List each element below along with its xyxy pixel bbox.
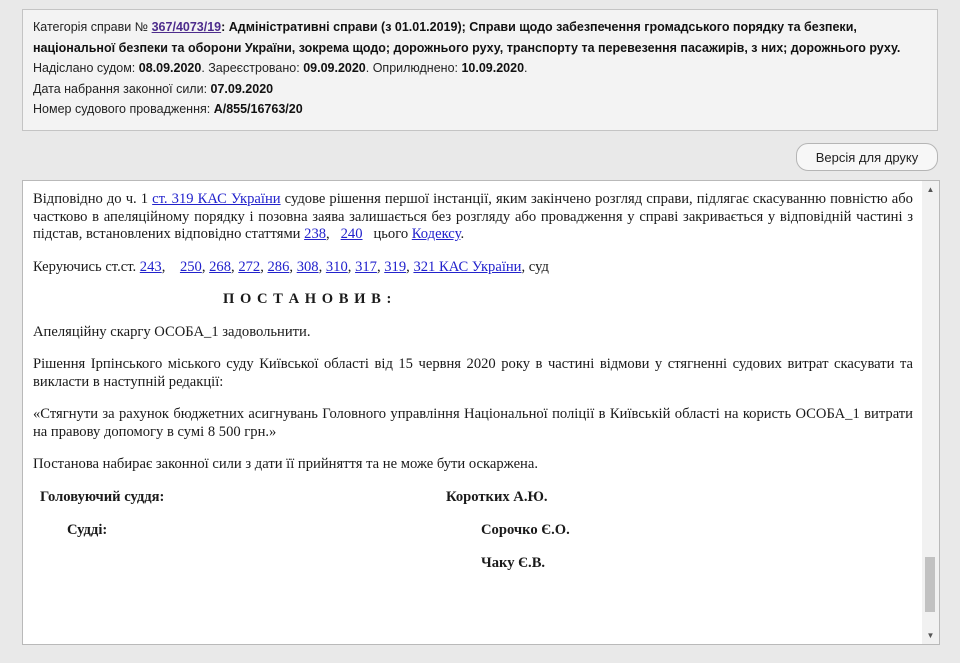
- article-link[interactable]: 268: [209, 258, 232, 275]
- resolved-heading: П О С Т А Н О В И В :: [223, 291, 393, 307]
- effective-date: 07.09.2020: [210, 81, 274, 96]
- paragraph-effect: Постанова набирає законної сили з дати її прийняття та не може бути оскаржена.: [33, 456, 538, 472]
- article-link[interactable]: 317: [355, 258, 377, 275]
- text: , суд: [521, 258, 549, 275]
- vertical-scrollbar[interactable]: [922, 181, 939, 644]
- proceeding-line: [33, 99, 927, 120]
- triangle-down-icon[interactable]: ▼: [926, 631, 935, 640]
- period: .: [524, 61, 528, 75]
- article-link[interactable]: 272: [238, 258, 261, 275]
- text: судове рішення першої інстанції, яким закінчено розгляд справи, підлягає скасуванню повністю або частково в апеляційному порядку і позовна заява залишається без розгляду або провадження у справі закривається у відповідній частині з підстав, встановлених відповідно статтями: [33, 191, 913, 242]
- presiding-label: Головуючий суддя:: [40, 488, 165, 505]
- paragraph-decision: Рішення Ірпінського міського суду Київської області від 15 червня 2020 року в частині відмови у стягненні судових витрат скасувати та викласти в наступній редакції:: [33, 356, 913, 390]
- paragraph-legal-basis: [33, 191, 913, 244]
- judges-row: [33, 522, 913, 555]
- article-link[interactable]: 250: [179, 258, 202, 275]
- text: цього: [362, 226, 412, 242]
- law-link[interactable]: ст. 319 КАС України: [152, 191, 281, 207]
- triangle-up-icon[interactable]: ▲: [926, 185, 935, 194]
- article-link[interactable]: 321 КАС України: [413, 258, 522, 275]
- sent-date: 08.09.2020: [138, 61, 202, 75]
- sent-label: Надіслано судом:: [33, 61, 139, 75]
- category-label: Категорія справи №: [33, 20, 152, 34]
- effective-label: Дата набрання законної сили:: [33, 81, 211, 96]
- case-category-line: [33, 17, 927, 58]
- code-link[interactable]: Кодексу: [411, 226, 461, 242]
- print-version-button[interactable]: Версія для друку: [796, 143, 938, 171]
- registered-date: 09.09.2020: [303, 61, 366, 75]
- presiding-name: Коротких А.Ю.: [446, 488, 548, 505]
- article-link[interactable]: 243: [139, 258, 162, 275]
- document-frame[interactable]: [22, 180, 940, 645]
- scrollbar-thumb[interactable]: [925, 557, 935, 612]
- text: .: [460, 226, 465, 242]
- judges-label: Судді:: [67, 521, 108, 538]
- text: Керуючись ст.ст.: [33, 258, 140, 275]
- category-text: : Адміністративні справи (з 01.01.2019); Справи щодо забезпечення громадського порядку та безпеки, національної безпеки та оборони України, зокрема щодо; дорожнього руху, транспорту та перевезення пасажирів, з них; дорожнього руху.: [33, 20, 901, 55]
- document-text: [33, 191, 913, 588]
- proceeding-number: А/855/16763/20: [213, 102, 303, 116]
- judges-row-2: [33, 555, 913, 588]
- article-link[interactable]: 286: [267, 258, 290, 275]
- case-number-link[interactable]: 367/4073/19: [151, 20, 222, 34]
- article-link[interactable]: 240: [340, 226, 363, 242]
- dates-line: [33, 58, 927, 79]
- article-link[interactable]: 319: [384, 258, 407, 275]
- published-date: 10.09.2020: [461, 61, 525, 75]
- judge-name: Сорочко Є.О.: [481, 521, 570, 538]
- presiding-judge-row: [33, 489, 913, 522]
- paragraph-guided-by: Керуючись ст.ст. 243, 250, 268, 272, 286, 308, 310, 317, 319, 321 КАС України, суд: [33, 258, 549, 275]
- effective-date-line: [33, 79, 927, 100]
- article-link[interactable]: 238: [304, 226, 327, 242]
- article-link[interactable]: 308: [296, 258, 319, 275]
- paragraph-appeal: Апеляційну скаргу ОСОБА_1 задовольнити.: [33, 323, 311, 340]
- article-link[interactable]: 310: [325, 258, 348, 275]
- published-label: . Оприлюднено:: [365, 61, 462, 75]
- registered-label: . Зареєстровано:: [201, 61, 304, 75]
- text: ,: [326, 226, 341, 242]
- proceeding-label: Номер судового провадження:: [33, 102, 214, 116]
- paragraph-recovery: «Стягнути за рахунок бюджетних асигнувань Головного управління Національної поліції в Київській області на користь ОСОБА_1 витрати на правову допомогу в сумі 8 500 грн.»: [33, 406, 913, 440]
- text: Відповідно до ч. 1: [33, 191, 153, 207]
- case-info-panel: [22, 9, 938, 131]
- judge-name: Чаку Є.В.: [481, 554, 546, 571]
